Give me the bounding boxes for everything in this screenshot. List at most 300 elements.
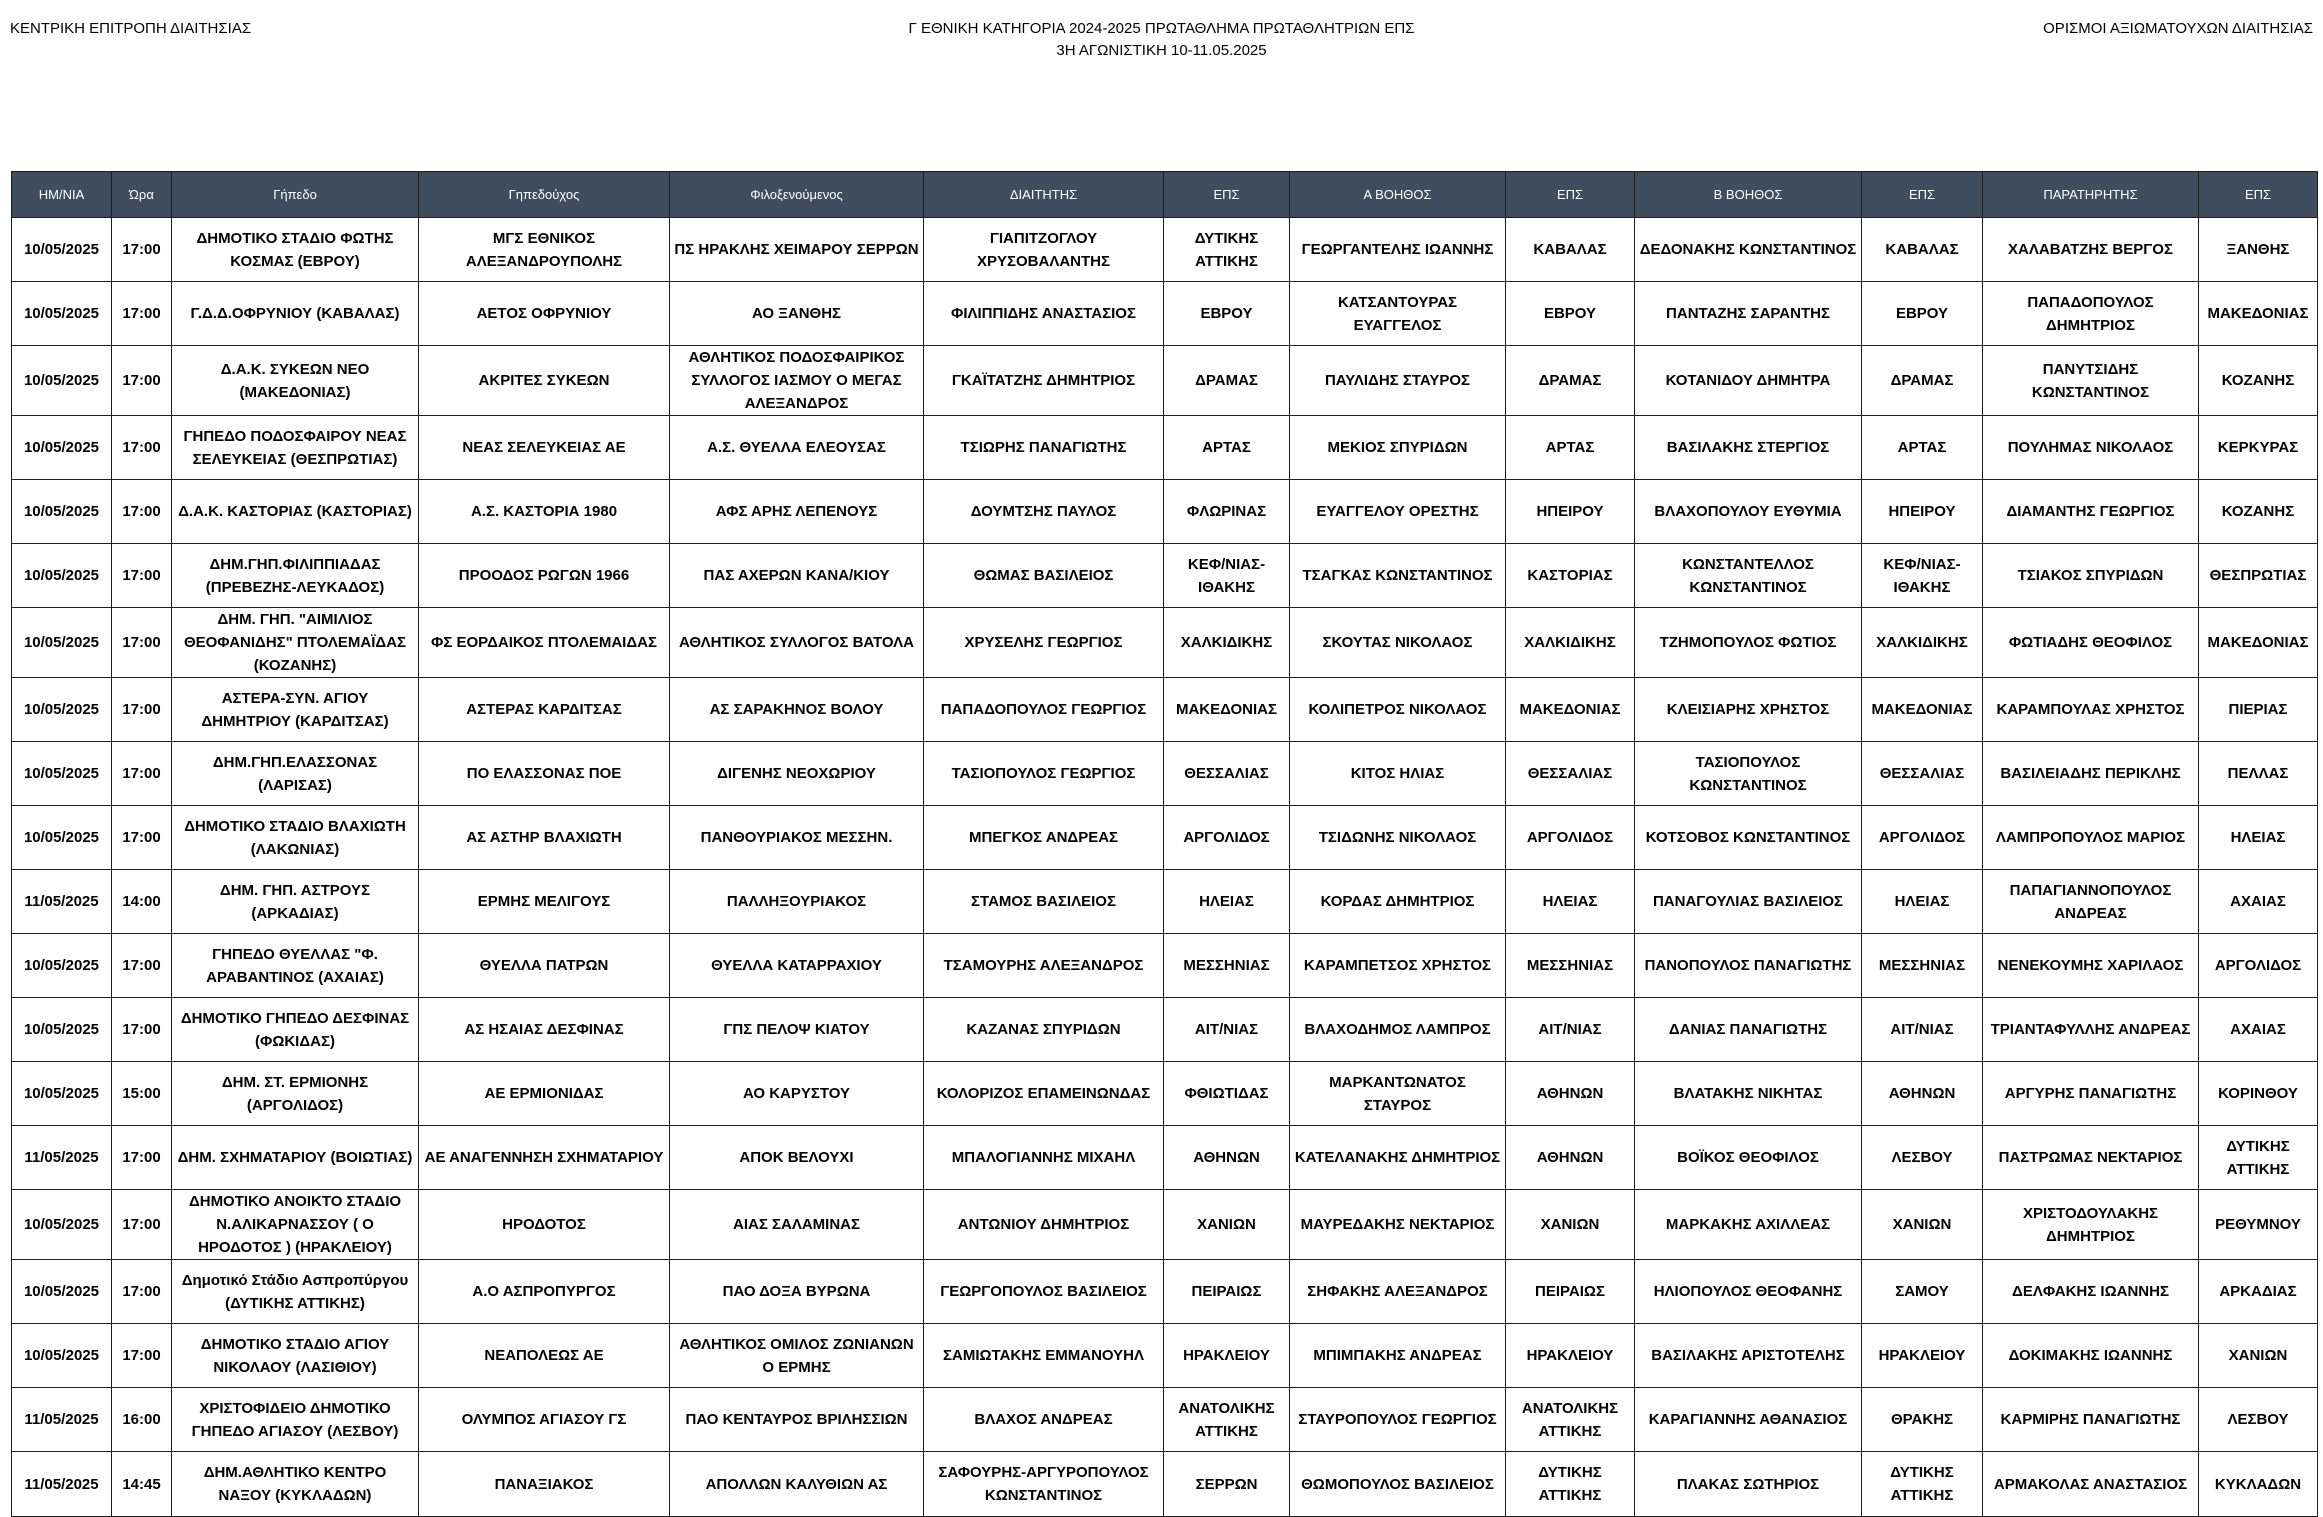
cell-away-team: ΑΘΛΗΤΙΚΟΣ ΣΥΛΛΟΓΟΣ ΒΑΤΟΛΑ [670,608,924,678]
cell-referee-eps: ΘΕΣΣΑΛΙΑΣ [1164,742,1290,806]
column-header-referee-eps: ΕΠΣ [1164,172,1290,218]
cell-referee: ΓΚΑΪΤΑΤΖΗΣ ΔΗΜΗΤΡΙΟΣ [924,346,1164,416]
cell-time: 16:00 [112,1388,172,1452]
cell-away-team: ΠΑΟ ΚΕΝΤΑΥΡΟΣ ΒΡΙΛΗΣΣΙΩΝ [670,1388,924,1452]
cell-observer: ΔΙΑΜΑΝΤΗΣ ΓΕΩΡΓΙΟΣ [1983,480,2199,544]
cell-assistant-a: ΜΕΚΙΟΣ ΣΠΥΡΙΔΩΝ [1290,416,1506,480]
cell-observer-eps: ΡΕΘΥΜΝΟΥ [2199,1190,2318,1260]
cell-assistant-b: ΚΩΝΣΤΑΝΤΕΛΛΟΣ ΚΩΝΣΤΑΝΤΙΝΟΣ [1635,544,1862,608]
table-row [12,1190,2318,1260]
cell-away-team: ΑΟ ΚΑΡΥΣΤΟΥ [670,1062,924,1126]
cell-observer: ΔΟΚΙΜΑΚΗΣ ΙΩΑΝΝΗΣ [1983,1324,2199,1388]
cell-referee: ΜΠΕΓΚΟΣ ΑΝΔΡΕΑΣ [924,806,1164,870]
column-header-assistant-a: Α ΒΟΗΘΟΣ [1290,172,1506,218]
cell-assistant-b-eps: ΧΑΝΙΩΝ [1862,1190,1983,1260]
cell-referee: ΤΣΙΩΡΗΣ ΠΑΝΑΓΙΩΤΗΣ [924,416,1164,480]
cell-time: 17:00 [112,480,172,544]
cell-referee-eps: ΜΕΣΣΗΝΙΑΣ [1164,934,1290,998]
cell-assistant-b-eps: ΘΡΑΚΗΣ [1862,1388,1983,1452]
cell-referee: ΓΕΩΡΓΟΠΟΥΛΟΣ ΒΑΣΙΛΕΙΟΣ [924,1260,1164,1324]
cell-assistant-b: ΚΟΤΑΝΙΔΟΥ ΔΗΜΗΤΡΑ [1635,346,1862,416]
cell-assistant-b: ΠΑΝΟΠΟΥΛΟΣ ΠΑΝΑΓΙΩΤΗΣ [1635,934,1862,998]
cell-referee: ΦΙΛΙΠΠΙΔΗΣ ΑΝΑΣΤΑΣΙΟΣ [924,282,1164,346]
cell-time: 17:00 [112,1190,172,1260]
cell-stadium: Δ.Α.Κ. ΚΑΣΤΟΡΙΑΣ (ΚΑΣΤΟΡΙΑΣ) [172,480,419,544]
cell-time: 17:00 [112,678,172,742]
cell-referee: ΣΑΜΙΩΤΑΚΗΣ ΕΜΜΑΝΟΥΗΛ [924,1324,1164,1388]
cell-stadium: ΔΗΜ.ΓΗΠ.ΕΛΑΣΣΟΝΑΣ (ΛΑΡΙΣΑΣ) [172,742,419,806]
table-row [12,544,2318,608]
cell-date: 11/05/2025 [12,1126,112,1190]
cell-assistant-b: ΜΑΡΚΑΚΗΣ ΑΧΙΛΛΕΑΣ [1635,1190,1862,1260]
cell-assistant-a: ΤΣΙΔΩΝΗΣ ΝΙΚΟΛΑΟΣ [1290,806,1506,870]
cell-stadium: ΧΡΙΣΤΟΦΙΔΕΙΟ ΔΗΜΟΤΙΚΟ ΓΗΠΕΔΟ ΑΓΙΑΣΟΥ (ΛΕΣΒΟΥ) [172,1388,419,1452]
cell-assistant-b: ΒΛΑΤΑΚΗΣ ΝΙΚΗΤΑΣ [1635,1062,1862,1126]
cell-assistant-a-eps: ΗΡΑΚΛΕΙΟΥ [1506,1324,1635,1388]
cell-assistant-a: ΣΗΦΑΚΗΣ ΑΛΕΞΑΝΔΡΟΣ [1290,1260,1506,1324]
cell-assistant-a: ΜΑΥΡΕΔΑΚΗΣ ΝΕΚΤΑΡΙΟΣ [1290,1190,1506,1260]
cell-referee: ΤΣΑΜΟΥΡΗΣ ΑΛΕΞΑΝΔΡΟΣ [924,934,1164,998]
cell-observer: ΦΩΤΙΑΔΗΣ ΘΕΟΦΙΛΟΣ [1983,608,2199,678]
cell-referee: ΜΠΑΛΟΓΙΑΝΝΗΣ ΜΙΧΑΗΛ [924,1126,1164,1190]
cell-stadium: Δημοτικό Στάδιο Ασπροπύργου (ΔΥΤΙΚΗΣ ΑΤΤΙΚΗΣ) [172,1260,419,1324]
cell-observer-eps: ΑΡΓΟΛΙΔΟΣ [2199,934,2318,998]
cell-assistant-b-eps: ΧΑΛΚΙΔΙΚΗΣ [1862,608,1983,678]
cell-observer: ΑΡΜΑΚΟΛΑΣ ΑΝΑΣΤΑΣΙΟΣ [1983,1452,2199,1517]
cell-stadium: ΔΗΜΟΤΙΚΟ ΓΗΠΕΔΟ ΔΕΣΦΙΝΑΣ (ΦΩΚΙΔΑΣ) [172,998,419,1062]
table-body [12,218,2318,1517]
cell-stadium: ΑΣΤΕΡΑ-ΣΥΝ. ΑΓΙΟΥ ΔΗΜΗΤΡΙΟΥ (ΚΑΡΔΙΤΣΑΣ) [172,678,419,742]
cell-home-team: ΑΕ ΑΝΑΓΕΝΝΗΣΗ ΣΧΗΜΑΤΑΡΙΟΥ [419,1126,670,1190]
cell-away-team: ΠΑΝΘΟΥΡΙΑΚΟΣ ΜΕΣΣΗΝ. [670,806,924,870]
cell-assistant-a-eps: ΠΕΙΡΑΙΩΣ [1506,1260,1635,1324]
referee-assignments-table [11,171,2318,1517]
cell-observer: ΠΑΠΑΓΙΑΝΝΟΠΟΥΛΟΣ ΑΝΔΡΕΑΣ [1983,870,2199,934]
column-header-assistant-b-eps: ΕΠΣ [1862,172,1983,218]
cell-assistant-a: ΚΑΤΕΛΑΝΑΚΗΣ ΔΗΜΗΤΡΙΟΣ [1290,1126,1506,1190]
table-row [12,1452,2318,1517]
cell-observer: ΧΡΙΣΤΟΔΟΥΛΑΚΗΣ ΔΗΜΗΤΡΙΟΣ [1983,1190,2199,1260]
cell-assistant-a: ΜΠΙΜΠΑΚΗΣ ΑΝΔΡΕΑΣ [1290,1324,1506,1388]
cell-home-team: ΘΥΕΛΛΑ ΠΑΤΡΩΝ [419,934,670,998]
cell-assistant-a-eps: ΑΡΤΑΣ [1506,416,1635,480]
cell-assistant-a: ΠΑΥΛΙΔΗΣ ΣΤΑΥΡΟΣ [1290,346,1506,416]
cell-home-team: ΠΑΝΑΞΙΑΚΟΣ [419,1452,670,1517]
cell-away-team: ΠΑΟ ΔΟΞΑ ΒΥΡΩΝΑ [670,1260,924,1324]
table-row [12,1324,2318,1388]
cell-assistant-b-eps: ΕΒΡΟΥ [1862,282,1983,346]
title-line-1: Γ ΕΘΝΙΚΗ ΚΑΤΗΓΟΡΙΑ 2024-2025 ΠΡΩΤΑΘΛΗΜΑ ΠΡΩΤΑΘΛΗΤΡΙΩΝ ΕΠΣ [908,20,1415,37]
cell-time: 14:00 [112,870,172,934]
cell-away-team: ΓΠΣ ΠΕΛΟΨ ΚΙΑΤΟΥ [670,998,924,1062]
cell-assistant-b: ΔΕΔΟΝΑΚΗΣ ΚΩΝΣΤΑΝΤΙΝΟΣ [1635,218,1862,282]
column-header-date: ΗΜ/ΝΙΑ [12,172,112,218]
cell-assistant-b: ΒΑΣΙΛΑΚΗΣ ΑΡΙΣΤΟΤΕΛΗΣ [1635,1324,1862,1388]
table-row [12,282,2318,346]
cell-observer-eps: ΗΛΕΙΑΣ [2199,806,2318,870]
cell-referee-eps: ΔΥΤΙΚΗΣ ΑΤΤΙΚΗΣ [1164,218,1290,282]
column-header-assistant-b: Β ΒΟΗΘΟΣ [1635,172,1862,218]
cell-observer-eps: ΞΑΝΘΗΣ [2199,218,2318,282]
cell-observer: ΒΑΣΙΛΕΙΑΔΗΣ ΠΕΡΙΚΛΗΣ [1983,742,2199,806]
cell-stadium: ΔΗΜ.ΓΗΠ.ΦΙΛΙΠΠΙΑΔΑΣ (ΠΡΕΒΕΖΗΣ-ΛΕΥΚΑΔΟΣ) [172,544,419,608]
cell-time: 17:00 [112,1324,172,1388]
cell-assistant-b-eps: ΚΕΦ/ΝΙΑΣ-ΙΘΑΚΗΣ [1862,544,1983,608]
cell-date: 10/05/2025 [12,1062,112,1126]
cell-assistant-b: ΠΑΝΤΑΖΗΣ ΣΑΡΑΝΤΗΣ [1635,282,1862,346]
cell-time: 17:00 [112,998,172,1062]
cell-observer: ΠΑΣΤΡΩΜΑΣ ΝΕΚΤΑΡΙΟΣ [1983,1126,2199,1190]
cell-assistant-a: ΘΩΜΟΠΟΥΛΟΣ ΒΑΣΙΛΕΙΟΣ [1290,1452,1506,1517]
cell-assistant-b: ΚΑΡΑΓΙΑΝΝΗΣ ΑΘΑΝΑΣΙΟΣ [1635,1388,1862,1452]
cell-referee: ΣΤΑΜΟΣ ΒΑΣΙΛΕΙΟΣ [924,870,1164,934]
cell-assistant-b-eps: ΜΑΚΕΔΟΝΙΑΣ [1862,678,1983,742]
table-row [12,1126,2318,1190]
cell-assistant-a: ΚΑΡΑΜΠΕΤΣΟΣ ΧΡΗΣΤΟΣ [1290,934,1506,998]
cell-away-team: ΑΟ ΞΑΝΘΗΣ [670,282,924,346]
cell-date: 10/05/2025 [12,346,112,416]
cell-assistant-b-eps: ΗΡΑΚΛΕΙΟΥ [1862,1324,1983,1388]
cell-assistant-a-eps: ΑΝΑΤΟΛΙΚΗΣ ΑΤΤΙΚΗΣ [1506,1388,1635,1452]
cell-date: 11/05/2025 [12,1388,112,1452]
cell-referee-eps: ΗΡΑΚΛΕΙΟΥ [1164,1324,1290,1388]
cell-time: 14:45 [112,1452,172,1517]
cell-date: 10/05/2025 [12,282,112,346]
cell-stadium: ΓΗΠΕΔΟ ΘΥΕΛΛΑΣ "Φ. ΑΡΑΒΑΝΤΙΝΟΣ (ΑΧΑΙΑΣ) [172,934,419,998]
cell-observer-eps: ΑΧΑΙΑΣ [2199,870,2318,934]
cell-assistant-a-eps: ΜΕΣΣΗΝΙΑΣ [1506,934,1635,998]
cell-observer-eps: ΔΥΤΙΚΗΣ ΑΤΤΙΚΗΣ [2199,1126,2318,1190]
cell-away-team: ΔΙΓΕΝΗΣ ΝΕΟΧΩΡΙΟΥ [670,742,924,806]
table-row [12,480,2318,544]
cell-date: 10/05/2025 [12,742,112,806]
cell-date: 10/05/2025 [12,544,112,608]
cell-home-team: ΜΓΣ ΕΘΝΙΚΟΣ ΑΛΕΞΑΝΔΡΟΥΠΟΛΗΣ [419,218,670,282]
cell-date: 10/05/2025 [12,218,112,282]
cell-home-team: ΟΛΥΜΠΟΣ ΑΓΙΑΣΟΥ ΓΣ [419,1388,670,1452]
table-row [12,934,2318,998]
cell-referee: ΒΛΑΧΟΣ ΑΝΔΡΕΑΣ [924,1388,1164,1452]
cell-assistant-a: ΒΛΑΧΟΔΗΜΟΣ ΛΑΜΠΡΟΣ [1290,998,1506,1062]
cell-home-team: ΑΚΡΙΤΕΣ ΣΥΚΕΩΝ [419,346,670,416]
cell-referee: ΚΟΛΟΡΙΖΟΣ ΕΠΑΜΕΙΝΩΝΔΑΣ [924,1062,1164,1126]
cell-time: 17:00 [112,608,172,678]
cell-time: 17:00 [112,742,172,806]
cell-observer-eps: ΠΕΛΛΑΣ [2199,742,2318,806]
cell-assistant-b: ΚΟΤΣΟΒΟΣ ΚΩΝΣΤΑΝΤΙΝΟΣ [1635,806,1862,870]
cell-observer: ΧΑΛΑΒΑΤΖΗΣ ΒΕΡΓΟΣ [1983,218,2199,282]
cell-stadium: ΔΗΜ. ΓΗΠ. "ΑΙΜΙΛΙΟΣ ΘΕΟΦΑΝΙΔΗΣ" ΠΤΟΛΕΜΑΪΔΑΣ (ΚΟΖΑΝΗΣ) [172,608,419,678]
cell-observer: ΤΡΙΑΝΤΑΦΥΛΛΗΣ ΑΝΔΡΕΑΣ [1983,998,2199,1062]
cell-date: 10/05/2025 [12,608,112,678]
cell-observer: ΝΕΝΕΚΟΥΜΗΣ ΧΑΡΙΛΑΟΣ [1983,934,2199,998]
cell-stadium: ΔΗΜΟΤΙΚΟ ΣΤΑΔΙΟ ΑΓΙΟΥ ΝΙΚΟΛΑΟΥ (ΛΑΣΙΘΙΟΥ) [172,1324,419,1388]
cell-away-team: ΑΠΟΚ ΒΕΛΟΥΧΙ [670,1126,924,1190]
table-row [12,1062,2318,1126]
cell-assistant-b-eps: ΑΘΗΝΩΝ [1862,1062,1983,1126]
cell-observer-eps: ΧΑΝΙΩΝ [2199,1324,2318,1388]
cell-assistant-a: ΜΑΡΚΑΝΤΩΝΑΤΟΣ ΣΤΑΥΡΟΣ [1290,1062,1506,1126]
table-row [12,346,2318,416]
cell-assistant-b-eps: ΔΡΑΜΑΣ [1862,346,1983,416]
cell-observer: ΑΡΓΥΡΗΣ ΠΑΝΑΓΙΩΤΗΣ [1983,1062,2199,1126]
cell-home-team: ΕΡΜΗΣ ΜΕΛΙΓΟΥΣ [419,870,670,934]
table-row [12,870,2318,934]
cell-referee: ΑΝΤΩΝΙΟΥ ΔΗΜΗΤΡΙΟΣ [924,1190,1164,1260]
cell-referee-eps: ΧΑΛΚΙΔΙΚΗΣ [1164,608,1290,678]
cell-date: 10/05/2025 [12,934,112,998]
cell-assistant-a: ΕΥΑΓΓΕΛΟΥ ΟΡΕΣΤΗΣ [1290,480,1506,544]
cell-referee-eps: ΑΝΑΤΟΛΙΚΗΣ ΑΤΤΙΚΗΣ [1164,1388,1290,1452]
cell-referee-eps: ΠΕΙΡΑΙΩΣ [1164,1260,1290,1324]
cell-assistant-a-eps: ΚΑΒΑΛΑΣ [1506,218,1635,282]
cell-assistant-b-eps: ΗΛΕΙΑΣ [1862,870,1983,934]
cell-observer-eps: ΘΕΣΠΡΩΤΙΑΣ [2199,544,2318,608]
cell-observer-eps: ΚΟΡΙΝΘΟΥ [2199,1062,2318,1126]
cell-assistant-b: ΒΟΪΚΟΣ ΘΕΟΦΙΛΟΣ [1635,1126,1862,1190]
cell-assistant-b: ΒΛΑΧΟΠΟΥΛΟΥ ΕΥΘΥΜΙΑ [1635,480,1862,544]
cell-observer-eps: ΚΥΚΛΑΔΩΝ [2199,1452,2318,1517]
cell-stadium: ΔΗΜΟΤΙΚΟ ΣΤΑΔΙΟ ΦΩΤΗΣ ΚΟΣΜΑΣ (ΕΒΡΟΥ) [172,218,419,282]
cell-observer-eps: ΚΕΡΚΥΡΑΣ [2199,416,2318,480]
column-header-referee: ΔΙΑΙΤΗΤΗΣ [924,172,1164,218]
cell-time: 17:00 [112,806,172,870]
cell-assistant-a-eps: ΜΑΚΕΔΟΝΙΑΣ [1506,678,1635,742]
cell-assistant-b-eps: ΜΕΣΣΗΝΙΑΣ [1862,934,1983,998]
table-row [12,416,2318,480]
cell-home-team: ΠΟ ΕΛΑΣΣΟΝΑΣ ΠΟΕ [419,742,670,806]
cell-observer-eps: ΜΑΚΕΔΟΝΙΑΣ [2199,282,2318,346]
cell-time: 17:00 [112,1126,172,1190]
cell-observer: ΠΑΝΥΤΣΙΔΗΣ ΚΩΝΣΤΑΝΤΙΝΟΣ [1983,346,2199,416]
cell-referee: ΧΡΥΣΕΛΗΣ ΓΕΩΡΓΙΟΣ [924,608,1164,678]
cell-time: 17:00 [112,416,172,480]
column-header-away-team: Φιλοξενούμενος [670,172,924,218]
cell-away-team: ΠΣ ΗΡΑΚΛΗΣ ΧΕΙΜΑΡΟΥ ΣΕΡΡΩΝ [670,218,924,282]
cell-assistant-b: ΒΑΣΙΛΑΚΗΣ ΣΤΕΡΓΙΟΣ [1635,416,1862,480]
cell-assistant-a-eps: ΔΡΑΜΑΣ [1506,346,1635,416]
cell-assistant-a-eps: ΑΡΓΟΛΙΔΟΣ [1506,806,1635,870]
cell-stadium: Γ.Δ.Δ.ΟΦΡΥΝΙΟΥ (ΚΑΒΑΛΑΣ) [172,282,419,346]
cell-assistant-a: ΚΟΡΔΑΣ ΔΗΜΗΤΡΙΟΣ [1290,870,1506,934]
cell-assistant-a-eps: ΧΑΝΙΩΝ [1506,1190,1635,1260]
cell-home-team: ΝΕΑΠΟΛΕΩΣ ΑΕ [419,1324,670,1388]
cell-observer: ΠΟΥΛΗΜΑΣ ΝΙΚΟΛΑΟΣ [1983,416,2199,480]
cell-referee: ΠΑΠΑΔΟΠΟΥΛΟΣ ΓΕΩΡΓΙΟΣ [924,678,1164,742]
cell-referee-eps: ΑΡΓΟΛΙΔΟΣ [1164,806,1290,870]
cell-assistant-a-eps: ΧΑΛΚΙΔΙΚΗΣ [1506,608,1635,678]
cell-referee-eps: ΚΕΦ/ΝΙΑΣ-ΙΘΑΚΗΣ [1164,544,1290,608]
cell-observer-eps: ΑΡΚΑΔΙΑΣ [2199,1260,2318,1324]
cell-referee: ΣΑΦΟΥΡΗΣ-ΑΡΓΥΡΟΠΟΥΛΟΣ ΚΩΝΣΤΑΝΤΙΝΟΣ [924,1452,1164,1517]
cell-referee-eps: ΗΛΕΙΑΣ [1164,870,1290,934]
cell-assistant-b-eps: ΣΑΜΟΥ [1862,1260,1983,1324]
cell-stadium: ΓΗΠΕΔΟ ΠΟΔΟΣΦΑΙΡΟΥ ΝΕΑΣ ΣΕΛΕΥΚΕΙΑΣ (ΘΕΣΠΡΩΤΙΑΣ) [172,416,419,480]
cell-away-team: ΑΙΑΣ ΣΑΛΑΜΙΝΑΣ [670,1190,924,1260]
cell-away-team: ΑΠΟΛΛΩΝ ΚΑΛΥΘΙΩΝ ΑΣ [670,1452,924,1517]
cell-assistant-a: ΤΣΑΓΚΑΣ ΚΩΝΣΤΑΝΤΙΝΟΣ [1290,544,1506,608]
cell-assistant-a-eps: ΔΥΤΙΚΗΣ ΑΤΤΙΚΗΣ [1506,1452,1635,1517]
table-row [12,608,2318,678]
cell-observer-eps: ΠΙΕΡΙΑΣ [2199,678,2318,742]
cell-home-team: ΝΕΑΣ ΣΕΛΕΥΚΕΙΑΣ ΑΕ [419,416,670,480]
cell-referee-eps: ΕΒΡΟΥ [1164,282,1290,346]
table-header [12,172,2318,218]
cell-assistant-b: ΤΖΗΜΟΠΟΥΛΟΣ ΦΩΤΙΟΣ [1635,608,1862,678]
cell-assistant-b-eps: ΗΠΕΙΡΟΥ [1862,480,1983,544]
cell-home-team: ΑΕ ΕΡΜΙΟΝΙΔΑΣ [419,1062,670,1126]
cell-stadium: Δ.Α.Κ. ΣΥΚΕΩΝ ΝΕΟ (ΜΑΚΕΔΟΝΙΑΣ) [172,346,419,416]
cell-away-team: ΘΥΕΛΛΑ ΚΑΤΑΡΡΑΧΙΟΥ [670,934,924,998]
cell-home-team: ΦΣ ΕΟΡΔΑΙΚΟΣ ΠΤΟΛΕΜΑΙΔΑΣ [419,608,670,678]
column-header-assistant-a-eps: ΕΠΣ [1506,172,1635,218]
cell-stadium: ΔΗΜ. ΣΤ. ΕΡΜΙΟΝΗΣ (ΑΡΓΟΛΙΔΟΣ) [172,1062,419,1126]
cell-assistant-a-eps: ΕΒΡΟΥ [1506,282,1635,346]
cell-referee: ΚΑΖΑΝΑΣ ΣΠΥΡΙΔΩΝ [924,998,1164,1062]
cell-assistant-a: ΣΤΑΥΡΟΠΟΥΛΟΣ ΓΕΩΡΓΙΟΣ [1290,1388,1506,1452]
cell-away-team: ΑΣ ΣΑΡΑΚΗΝΟΣ ΒΟΛΟΥ [670,678,924,742]
cell-away-team: ΠΑΣ ΑΧΕΡΩΝ ΚΑΝΑ/ΚΙΟΥ [670,544,924,608]
cell-referee-eps: ΧΑΝΙΩΝ [1164,1190,1290,1260]
cell-time: 17:00 [112,1260,172,1324]
cell-referee: ΓΙΑΠΙΤΖΟΓΛΟΥ ΧΡΥΣΟΒΑΛΑΝΤΗΣ [924,218,1164,282]
cell-date: 10/05/2025 [12,416,112,480]
cell-date: 10/05/2025 [12,998,112,1062]
cell-referee-eps: ΜΑΚΕΔΟΝΙΑΣ [1164,678,1290,742]
cell-referee: ΔΟΥΜΤΣΗΣ ΠΑΥΛΟΣ [924,480,1164,544]
cell-assistant-b-eps: ΑΡΓΟΛΙΔΟΣ [1862,806,1983,870]
cell-home-team: Α.Ο ΑΣΠΡΟΠΥΡΓΟΣ [419,1260,670,1324]
cell-assistant-a: ΓΕΩΡΓΑΝΤΕΛΗΣ ΙΩΑΝΝΗΣ [1290,218,1506,282]
cell-observer: ΚΑΡΑΜΠΟΥΛΑΣ ΧΡΗΣΤΟΣ [1983,678,2199,742]
column-header-time: Ώρα [112,172,172,218]
cell-observer: ΛΑΜΠΡΟΠΟΥΛΟΣ ΜΑΡΙΟΣ [1983,806,2199,870]
cell-assistant-b-eps: ΘΕΣΣΑΛΙΑΣ [1862,742,1983,806]
committee-name: ΚΕΝΤΡΙΚΗ ΕΠΙΤΡΟΠΗ ΔΙΑΙΤΗΣΙΑΣ [10,20,252,37]
cell-away-team: ΠΑΛΛΗΞΟΥΡΙΑΚΟΣ [670,870,924,934]
title-line-2: 3Η ΑΓΩΝΙΣΤΙΚΗ 10-11.05.2025 [1056,42,1267,59]
cell-home-team: ΑΣ ΗΣΑΙΑΣ ΔΕΣΦΙΝΑΣ [419,998,670,1062]
cell-assistant-b: ΤΑΣΙΟΠΟΥΛΟΣ ΚΩΝΣΤΑΝΤΙΝΟΣ [1635,742,1862,806]
cell-assistant-a-eps: ΘΕΣΣΑΛΙΑΣ [1506,742,1635,806]
cell-referee-eps: ΦΘΙΩΤΙΔΑΣ [1164,1062,1290,1126]
cell-assistant-b-eps: ΔΥΤΙΚΗΣ ΑΤΤΙΚΗΣ [1862,1452,1983,1517]
cell-time: 17:00 [112,544,172,608]
cell-assistant-b-eps: ΑΙΤ/ΝΙΑΣ [1862,998,1983,1062]
cell-time: 17:00 [112,934,172,998]
cell-assistant-b: ΠΛΑΚΑΣ ΣΩΤΗΡΙΟΣ [1635,1452,1862,1517]
cell-home-team: ΑΣΤΕΡΑΣ ΚΑΡΔΙΤΣΑΣ [419,678,670,742]
cell-referee-eps: ΔΡΑΜΑΣ [1164,346,1290,416]
cell-observer-eps: ΚΟΖΑΝΗΣ [2199,346,2318,416]
cell-date: 10/05/2025 [12,1190,112,1260]
table-row [12,1388,2318,1452]
cell-assistant-a: ΚΙΤΟΣ ΗΛΙΑΣ [1290,742,1506,806]
cell-referee: ΘΩΜΑΣ ΒΑΣΙΛΕΙΟΣ [924,544,1164,608]
table-row [12,742,2318,806]
cell-away-team: ΑΘΛΗΤΙΚΟΣ ΟΜΙΛΟΣ ΖΩΝΙΑΝΩΝ Ο ΕΡΜΗΣ [670,1324,924,1388]
cell-assistant-a-eps: ΚΑΣΤΟΡΙΑΣ [1506,544,1635,608]
document-title [0,18,2323,62]
cell-referee: ΤΑΣΙΟΠΟΥΛΟΣ ΓΕΩΡΓΙΟΣ [924,742,1164,806]
cell-stadium: ΔΗΜΟΤΙΚΟ ΣΤΑΔΙΟ ΒΛΑΧΙΩΤΗ (ΛΑΚΩΝΙΑΣ) [172,806,419,870]
cell-away-team: ΑΦΣ ΑΡΗΣ ΛΕΠΕΝΟΥΣ [670,480,924,544]
table-row [12,218,2318,282]
cell-away-team: Α.Σ. ΘΥΕΛΛΑ ΕΛΕΟΥΣΑΣ [670,416,924,480]
cell-observer: ΚΑΡΜΙΡΗΣ ΠΑΝΑΓΙΩΤΗΣ [1983,1388,2199,1452]
cell-date: 11/05/2025 [12,1452,112,1517]
header-row [12,172,2318,218]
cell-stadium: ΔΗΜ. ΓΗΠ. ΑΣΤΡΟΥΣ (ΑΡΚΑΔΙΑΣ) [172,870,419,934]
cell-time: 17:00 [112,218,172,282]
cell-home-team: Α.Σ. ΚΑΣΤΟΡΙΑ 1980 [419,480,670,544]
cell-date: 10/05/2025 [12,806,112,870]
cell-assistant-a: ΚΟΛΙΠΕΤΡΟΣ ΝΙΚΟΛΑΟΣ [1290,678,1506,742]
table-row [12,806,2318,870]
table-row [12,678,2318,742]
cell-assistant-a: ΣΚΟΥΤΑΣ ΝΙΚΟΛΑΟΣ [1290,608,1506,678]
cell-observer-eps: ΛΕΣΒΟΥ [2199,1388,2318,1452]
cell-referee-eps: ΦΛΩΡΙΝΑΣ [1164,480,1290,544]
cell-observer: ΤΣΙΑΚΟΣ ΣΠΥΡΙΔΩΝ [1983,544,2199,608]
cell-observer-eps: ΚΟΖΑΝΗΣ [2199,480,2318,544]
cell-referee-eps: ΣΕΡΡΩΝ [1164,1452,1290,1517]
cell-stadium: ΔΗΜΟΤΙΚΟ ΑΝΟΙΚΤΟ ΣΤΑΔΙΟ Ν.ΑΛΙΚΑΡΝΑΣΣΟΥ ( Ο ΗΡΟΔΟΤΟΣ ) (ΗΡΑΚΛΕΙΟΥ) [172,1190,419,1260]
cell-date: 10/05/2025 [12,1324,112,1388]
cell-assistant-b: ΔΑΝΙΑΣ ΠΑΝΑΓΙΩΤΗΣ [1635,998,1862,1062]
cell-observer: ΔΕΛΦΑΚΗΣ ΙΩΑΝΝΗΣ [1983,1260,2199,1324]
cell-assistant-a-eps: ΑΘΗΝΩΝ [1506,1126,1635,1190]
cell-assistant-b: ΗΛΙΟΠΟΥΛΟΣ ΘΕΟΦΑΝΗΣ [1635,1260,1862,1324]
cell-assistant-a-eps: ΗΠΕΙΡΟΥ [1506,480,1635,544]
document-subject: ΟΡΙΣΜΟΙ ΑΞΙΩΜΑΤΟΥΧΩΝ ΔΙΑΙΤΗΣΙΑΣ [2043,20,2313,37]
cell-observer: ΠΑΠΑΔΟΠΟΥΛΟΣ ΔΗΜΗΤΡΙΟΣ [1983,282,2199,346]
cell-assistant-b: ΚΛΕΙΣΙΑΡΗΣ ΧΡΗΣΤΟΣ [1635,678,1862,742]
cell-home-team: ΑΕΤΟΣ ΟΦΡΥΝΙΟΥ [419,282,670,346]
cell-observer-eps: ΑΧΑΙΑΣ [2199,998,2318,1062]
cell-observer-eps: ΜΑΚΕΔΟΝΙΑΣ [2199,608,2318,678]
cell-time: 15:00 [112,1062,172,1126]
cell-assistant-b-eps: ΑΡΤΑΣ [1862,416,1983,480]
cell-time: 17:00 [112,282,172,346]
cell-date: 10/05/2025 [12,1260,112,1324]
cell-assistant-b-eps: ΚΑΒΑΛΑΣ [1862,218,1983,282]
table-row [12,998,2318,1062]
cell-date: 10/05/2025 [12,480,112,544]
column-header-observer-eps: ΕΠΣ [2199,172,2318,218]
cell-home-team: ΗΡΟΔΟΤΟΣ [419,1190,670,1260]
cell-stadium: ΔΗΜ.ΑΘΛΗΤΙΚΟ ΚΕΝΤΡΟ ΝΑΞΟΥ (ΚΥΚΛΑΔΩΝ) [172,1452,419,1517]
cell-referee-eps: ΑΡΤΑΣ [1164,416,1290,480]
cell-assistant-b-eps: ΛΕΣΒΟΥ [1862,1126,1983,1190]
cell-home-team: ΑΣ ΑΣΤΗΡ ΒΛΑΧΙΩΤΗ [419,806,670,870]
cell-home-team: ΠΡΟΟΔΟΣ ΡΩΓΩΝ 1966 [419,544,670,608]
cell-referee-eps: ΑΙΤ/ΝΙΑΣ [1164,998,1290,1062]
cell-assistant-a: ΚΑΤΣΑΝΤΟΥΡΑΣ ΕΥΑΓΓΕΛΟΣ [1290,282,1506,346]
column-header-home-team: Γηπεδούχος [419,172,670,218]
cell-date: 11/05/2025 [12,870,112,934]
cell-referee-eps: ΑΘΗΝΩΝ [1164,1126,1290,1190]
cell-assistant-a-eps: ΑΘΗΝΩΝ [1506,1062,1635,1126]
cell-assistant-a-eps: ΗΛΕΙΑΣ [1506,870,1635,934]
cell-stadium: ΔΗΜ. ΣΧΗΜΑΤΑΡΙΟΥ (ΒΟΙΩΤΙΑΣ) [172,1126,419,1190]
column-header-observer: ΠΑΡΑΤΗΡΗΤΗΣ [1983,172,2199,218]
cell-away-team: ΑΘΛΗΤΙΚΟΣ ΠΟΔΟΣΦΑΙΡΙΚΟΣ ΣΥΛΛΟΓΟΣ ΙΑΣΜΟΥ Ο ΜΕΓΑΣ ΑΛΕΞΑΝΔΡΟΣ [670,346,924,416]
cell-assistant-b: ΠΑΝΑΓΟΥΛΙΑΣ ΒΑΣΙΛΕΙΟΣ [1635,870,1862,934]
cell-assistant-a-eps: ΑΙΤ/ΝΙΑΣ [1506,998,1635,1062]
cell-date: 10/05/2025 [12,678,112,742]
column-header-stadium: Γήπεδο [172,172,419,218]
